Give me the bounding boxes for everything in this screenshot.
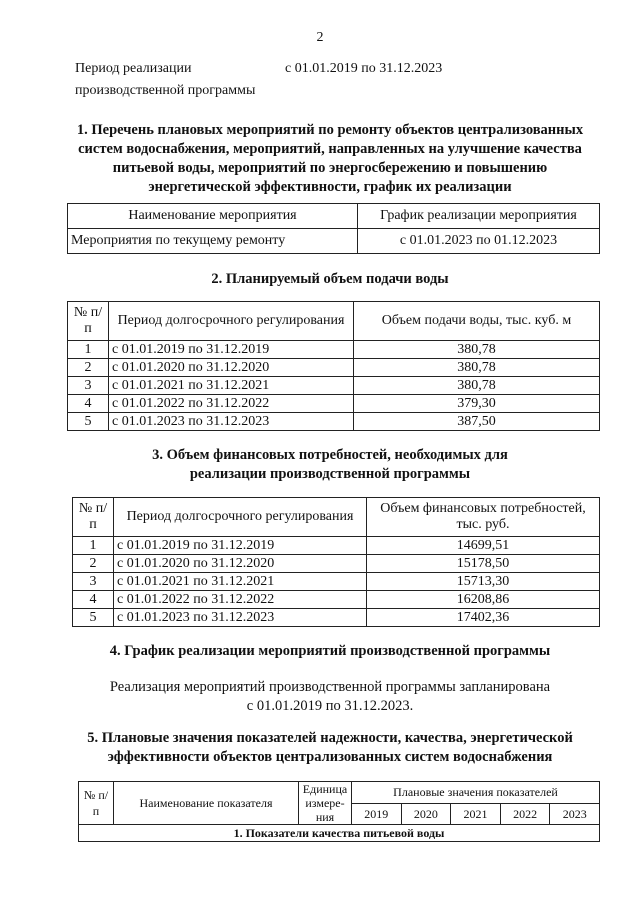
row-number: 5: [68, 413, 109, 431]
row-number: 1: [68, 341, 109, 359]
row-number: 5: [73, 609, 114, 627]
row-value: 16208,86: [367, 591, 600, 609]
table-row: [73, 573, 600, 591]
row-number: 4: [68, 395, 109, 413]
section5-col-plan: Плановые значения показателей: [352, 782, 600, 804]
row-period: с 01.01.2019 по 31.12.2019: [109, 341, 354, 359]
row-value: 380,78: [354, 377, 600, 395]
section5-subsection: 1. Показатели качества питьевой воды: [79, 825, 600, 842]
row-value: 14699,51: [367, 537, 600, 555]
row-value: 15178,50: [367, 555, 600, 573]
section3-title-line1: 3. Объем финансовых потребностей, необходимых для: [152, 447, 508, 463]
page-number: 2: [316, 30, 324, 45]
row-period: с 01.01.2019 по 31.12.2019: [114, 537, 367, 555]
row-value: 380,78: [354, 341, 600, 359]
row-period: с 01.01.2021 по 31.12.2021: [114, 573, 367, 591]
period-value: с 01.01.2019 по 31.12.2023: [285, 61, 443, 76]
section3-col-value: Объем финансовых потребностей, тыс. руб.: [367, 498, 600, 537]
section5-col-name: Наименование показателя: [114, 782, 299, 825]
section2-col-value: Объем подачи воды, тыс. куб. м: [354, 302, 600, 341]
table-row: [73, 609, 600, 627]
row-value: 17402,36: [367, 609, 600, 627]
section3-col-num: № п/п: [73, 498, 114, 537]
row-number: 3: [73, 573, 114, 591]
row-period: с 01.01.2023 по 31.12.2023: [114, 609, 367, 627]
row-number: 2: [68, 359, 109, 377]
row-value: 380,78: [354, 359, 600, 377]
section3-table: [72, 497, 600, 627]
section3-title-line2: реализации производственной программы: [189, 466, 471, 482]
period-label-line2: производственной программы: [75, 83, 256, 98]
table-row: [68, 359, 600, 377]
row-number: 2: [73, 555, 114, 573]
row-number: 3: [68, 377, 109, 395]
section1-row-name: Мероприятия по текущему ремонту: [68, 229, 358, 254]
section2-title: 2. Планируемый объем подачи воды: [211, 271, 449, 287]
period-label-line1: Период реализации: [75, 61, 192, 76]
section5-table: [78, 781, 600, 842]
row-number: 4: [73, 591, 114, 609]
row-period: с 01.01.2020 по 31.12.2020: [109, 359, 354, 377]
section1-row-schedule: с 01.01.2023 по 01.12.2023: [358, 229, 600, 254]
table-row: [73, 591, 600, 609]
row-period: с 01.01.2021 по 31.12.2021: [109, 377, 354, 395]
section2-col-num: № п/п: [68, 302, 109, 341]
section1-col-name: Наименование мероприятия: [68, 204, 358, 229]
table-row: [73, 537, 600, 555]
section5-title-line2: эффективности объектов централизованных систем водоснабжения: [107, 749, 553, 765]
section5-title-line1: 5. Плановые значения показателей надежности, качества, энергетической: [87, 730, 573, 746]
section5-col-num: № п/п: [79, 782, 114, 825]
section1-title: 1. Перечень плановых мероприятий по ремонту объектов централизованных систем водоснабжения, мероприятий, направленных на улучшение качества питьевой воды, мероприятий по энергосбережению и повышению энергетической эффективности, график их реализации: [76, 122, 584, 195]
section3-col-period: Период долгосрочного регулирования: [114, 498, 367, 537]
table-row: [68, 229, 600, 254]
row-value: 15713,30: [367, 573, 600, 591]
table-row: [68, 341, 600, 359]
year-2019: 2019: [352, 803, 402, 825]
section4-text-line2: с 01.01.2019 по 31.12.2023.: [246, 698, 414, 714]
table-row: [68, 377, 600, 395]
section2-table: [67, 301, 600, 431]
row-period: с 01.01.2022 по 31.12.2022: [114, 591, 367, 609]
year-2020: 2020: [401, 803, 451, 825]
section4-title: 4. График реализации мероприятий производственной программы: [109, 643, 551, 659]
section4-text-line1: Реализация мероприятий производственной программы запланирована: [109, 679, 551, 695]
table-row: [68, 395, 600, 413]
year-2021: 2021: [451, 803, 501, 825]
table-row: [68, 413, 600, 431]
row-value: 387,50: [354, 413, 600, 431]
section1-col-schedule: График реализации мероприятия: [358, 204, 600, 229]
row-period: с 01.01.2023 по 31.12.2023: [109, 413, 354, 431]
row-number: 1: [73, 537, 114, 555]
row-period: с 01.01.2022 по 31.12.2022: [109, 395, 354, 413]
section2-col-period: Период долгосрочного регулирования: [109, 302, 354, 341]
row-value: 379,30: [354, 395, 600, 413]
table-row: [73, 555, 600, 573]
row-period: с 01.01.2020 по 31.12.2020: [114, 555, 367, 573]
section5-col-unit: Единица измере-ния: [299, 782, 352, 825]
year-2023: 2023: [550, 803, 600, 825]
year-2022: 2022: [500, 803, 550, 825]
section1-table: [67, 203, 600, 254]
